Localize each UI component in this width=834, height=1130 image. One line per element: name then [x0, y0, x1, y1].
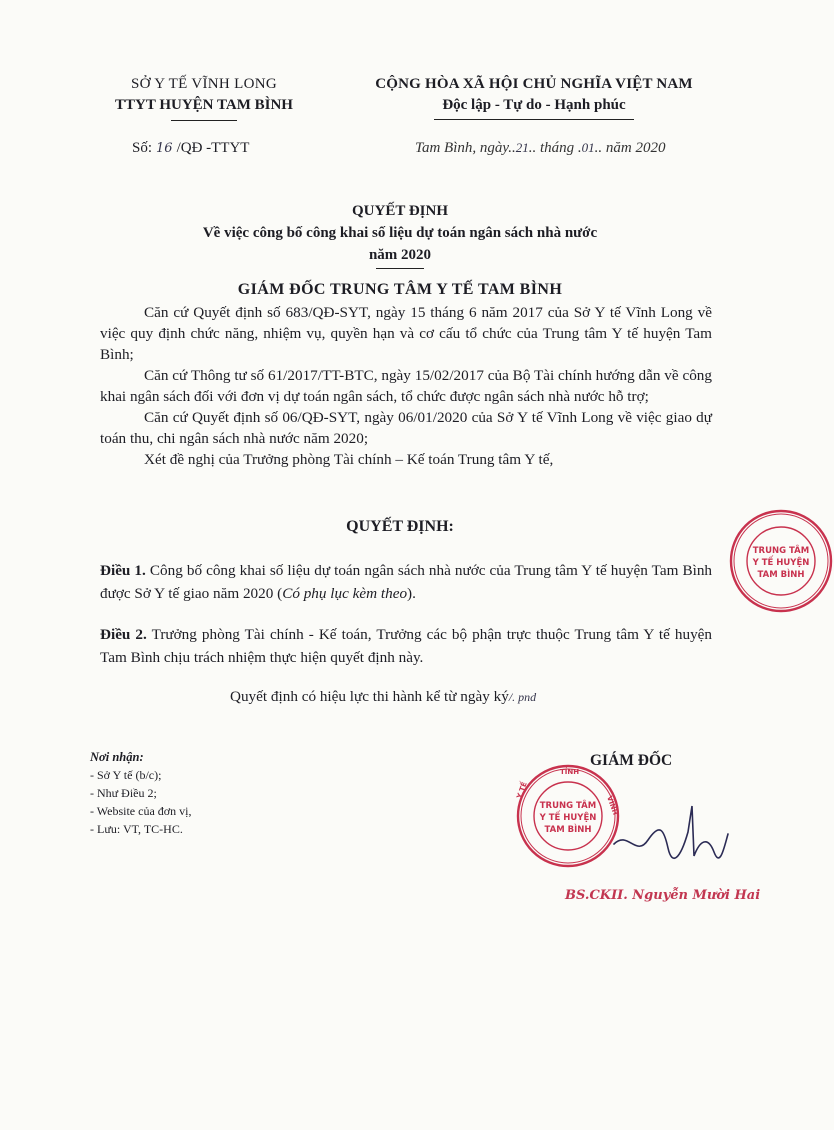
effective-text: Quyết định có hiệu lực thi hành kể từ ngày ký — [230, 688, 509, 705]
margin-stamp-line-1: TRUNG TÂM — [752, 546, 810, 556]
doc-number-prefix: Số: — [132, 140, 153, 156]
effective-handwritten: /. pnd — [508, 690, 537, 704]
stamp-ring-left: Y TẾ — [515, 780, 529, 800]
official-stamp — [515, 763, 621, 869]
recipient-item: - Lưu: VT, TC-HC. — [90, 822, 183, 836]
article-1-end: ). — [407, 585, 416, 602]
decision-heading: QUYẾT ĐỊNH: — [346, 518, 454, 535]
recipient-item: - Website của đơn vị, — [90, 804, 192, 818]
article-1 — [100, 559, 712, 605]
recital-2: Căn cứ Thông tư số 61/2017/TT-BTC, ngày 15/02/2017 của Bộ Tài chính hướng dẫn về công khai ngân sách đối với đơn vị dự toán ngân sách, tổ chức được ngân sách nhà nước hỗ trợ; — [100, 367, 712, 405]
signer-name: BS.CKII. Nguyễn Mười Hai — [565, 888, 761, 903]
stamp-line-3: TAM BÌNH — [544, 825, 592, 835]
stamp-ring-right: VĨNH — [605, 794, 620, 817]
title-year: năm 2020 — [368, 247, 432, 263]
motto-underline — [434, 119, 634, 120]
issuer-underline — [171, 120, 237, 121]
document-title — [100, 200, 700, 269]
recital-3: Căn cứ Quyết định số 06/QĐ-SYT, ngày 06/01/2020 của Sở Y tế Vĩnh Long về việc giao dự toán thu, chi ngân sách nhà nước năm 2020; — [100, 409, 712, 447]
date-day: 21 — [515, 140, 529, 155]
title-subject: Về việc công bố công khai số liệu dự toán ngân sách nhà nước — [202, 225, 598, 241]
issuer-parent: SỞ Y TẾ VĨNH LONG — [131, 76, 277, 92]
title-main: QUYẾT ĐỊNH — [352, 203, 448, 219]
place-date-prefix: Tam Bình, ngày — [415, 140, 509, 156]
date-month: 01 — [581, 140, 595, 155]
place-date-year: năm 2020 — [605, 140, 666, 156]
article-2-label: Điều 2. — [100, 626, 147, 643]
authority-heading: GIÁM ĐỐC TRUNG TÂM Y TẾ TAM BÌNH — [237, 281, 563, 298]
margin-stamp-line-3: TAM BÌNH — [757, 570, 805, 580]
handwritten-signature — [610, 800, 730, 870]
effective-clause — [230, 688, 536, 706]
stamp-line-1: TRUNG TÂM — [539, 801, 597, 811]
recipients — [90, 748, 191, 838]
stamp-ring-top: TỈNH — [560, 768, 580, 776]
national-name: CỘNG HÒA XÃ HỘI CHỦ NGHĨA VIỆT NAM — [375, 76, 693, 92]
recipients-heading: Nơi nhận: — [90, 750, 144, 764]
title-underline — [376, 268, 424, 269]
recital-1: Căn cứ Quyết định số 683/QĐ-SYT, ngày 15 tháng 6 năm 2017 của Sở Y tế Vĩnh Long về việc quy định chức năng, nhiệm vụ, quyền hạn và cơ cấu tổ chức của Trung tâm Y tế huyện Tam Bình; — [100, 304, 712, 363]
recipient-item: - Như Điều 2; — [90, 786, 157, 800]
article-1-italic: Có phụ lục kèm theo — [282, 585, 408, 602]
margin-stamp-partial — [728, 508, 834, 614]
doc-number-handwritten: 16 — [156, 141, 173, 156]
issuer-name: TTYT HUYỆN TAM BÌNH — [115, 97, 293, 113]
place-date: Tam Bình, ngày..21.. tháng .01.. năm 2020 — [415, 140, 666, 156]
signer-title: GIÁM ĐỐC — [590, 752, 673, 769]
recital-4: Xét đề nghị của Trưởng phòng Tài chính – Kế toán Trung tâm Y tế, — [144, 451, 554, 468]
doc-number-suffix: /QĐ -TTYT — [176, 140, 250, 156]
article-2 — [100, 623, 712, 669]
place-date-month-label: tháng — [539, 140, 575, 156]
national-heading — [356, 74, 712, 120]
article-2-text: Trưởng phòng Tài chính - Kế toán, Trưởng các bộ phận trực thuộc Trung tâm Y tế huyện Tam Bình chịu trách nhiệm thực hiện quyết định này. — [100, 626, 712, 666]
margin-stamp-line-2: Y TẾ HUYỆN — [752, 558, 810, 568]
recipient-item: - Sở Y tế (b/c); — [90, 768, 162, 782]
article-1-text: Công bố công khai số liệu dự toán ngân sách nhà nước của Trung tâm Y tế huyện Tam Bình được Sở Y tế giao năm 2020 ( — [100, 562, 713, 602]
article-1-label: Điều 1. — [100, 562, 146, 579]
recitals — [100, 302, 712, 470]
stamp-line-2: Y TẾ HUYỆN — [539, 813, 597, 823]
issuer-block — [90, 74, 318, 121]
national-motto: Độc lập - Tự do - Hạnh phúc — [442, 97, 626, 113]
document-number — [132, 140, 249, 157]
